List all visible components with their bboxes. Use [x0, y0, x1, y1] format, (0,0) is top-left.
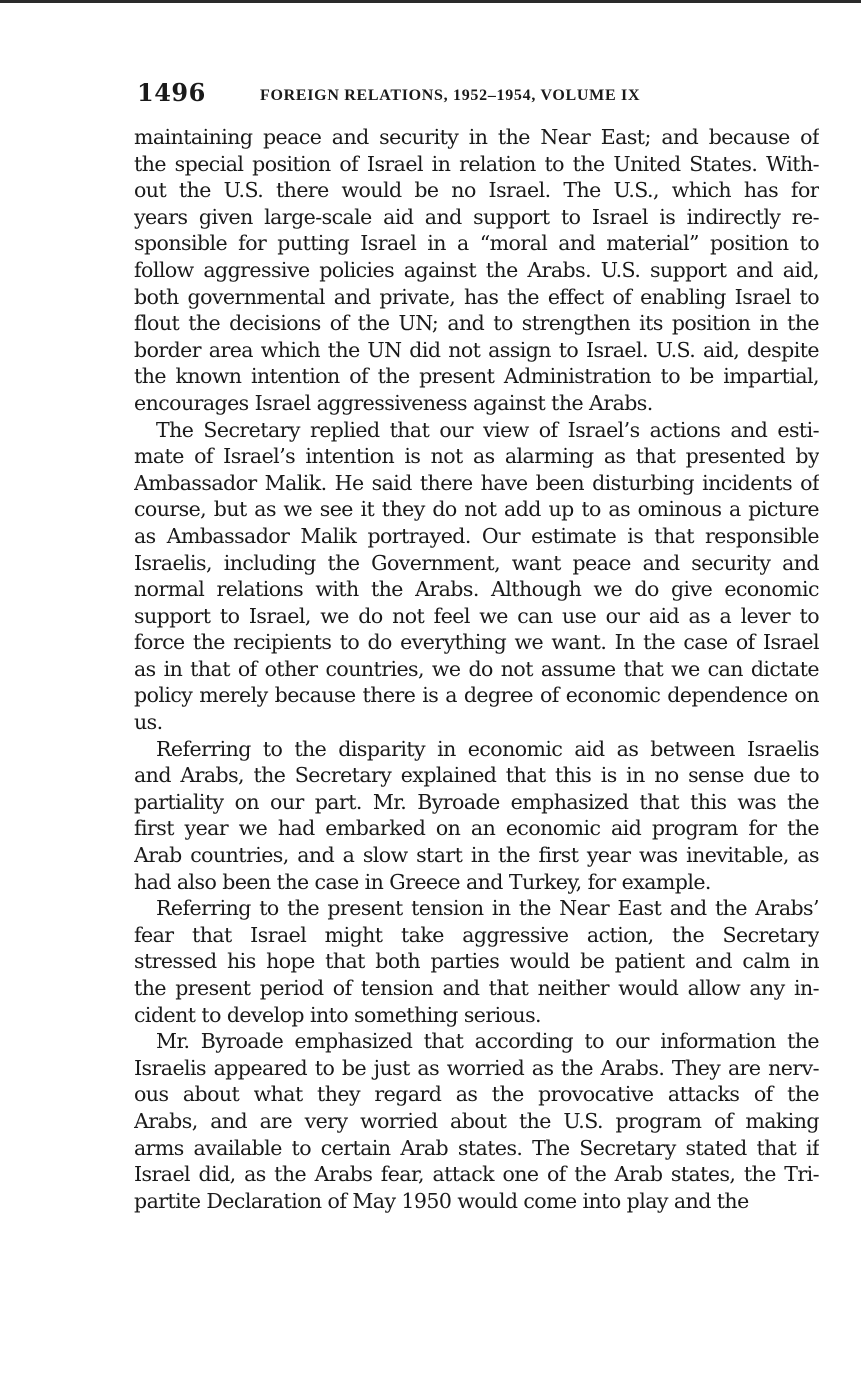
text-line: Referring to the present tension in the Near East and the Arabs’: [156, 896, 819, 921]
text-line: had also been the case in Greece and Turkey, for example.: [134, 869, 711, 894]
text-line: ous about what they regard as the provocative attacks of the: [134, 1082, 819, 1107]
paragraph: [134, 736, 819, 896]
page-number: 1496: [137, 78, 206, 107]
page-header: [137, 78, 822, 112]
text-line: follow aggressive policies against the Arabs. U.S. support and aid,: [134, 257, 819, 282]
text-line: Israelis, including the Government, want peace and security and: [134, 550, 819, 575]
text-line: support to Israel, we do not feel we can use our aid as a lever to: [134, 603, 819, 628]
text-line: partite Declaration of May 1950 would come into play and the: [134, 1188, 749, 1213]
text-line: both governmental and private, has the effect of enabling Israel to: [134, 284, 819, 309]
text-line: normal relations with the Arabs. Although we do give economic: [134, 577, 819, 602]
text-line: sponsible for putting Israel in a “moral and material” position to: [134, 231, 819, 256]
text-line: Arab countries, and a slow start in the first year was inevitable, as: [134, 843, 819, 868]
text-line: stressed his hope that both parties would be patient and calm in: [134, 949, 819, 974]
text-line: force the recipients to do everything we want. In the case of Israel: [134, 630, 819, 655]
text-line: fear that Israel might take aggressive action, the Secretary: [134, 922, 819, 947]
text-line: The Secretary replied that our view of Israel’s actions and esti-: [156, 417, 819, 442]
text-line: Referring to the disparity in economic aid as between Israelis: [156, 736, 819, 761]
text-line: course, but as we see it they do not add up to as ominous a picture: [134, 497, 819, 522]
text-line: cident to develop into something serious.: [134, 1002, 542, 1027]
text-line: encourages Israel aggressiveness against the Arabs.: [134, 390, 653, 415]
text-line: the known intention of the present Administration to be impartial,: [134, 364, 819, 389]
top-border-rule: [0, 0, 861, 3]
paragraph: [134, 895, 819, 1028]
running-head: FOREIGN RELATIONS, 1952–1954, VOLUME IX: [260, 87, 641, 104]
text-line: Ambassador Malik. He said there have been disturbing incidents of: [134, 470, 819, 495]
text-line: Mr. Byroade emphasized that according to our information the: [156, 1029, 819, 1054]
paragraph: [134, 124, 819, 417]
text-line: arms available to certain Arab states. The Secretary stated that if: [134, 1135, 819, 1160]
text-line: flout the decisions of the UN; and to strengthen its position in the: [134, 311, 819, 336]
document-body: [134, 124, 819, 1214]
text-line: as Ambassador Malik portrayed. Our estimate is that responsible: [134, 523, 819, 548]
text-line: mate of Israel’s intention is not as alarming as that presented by: [134, 444, 819, 469]
text-line: Israelis appeared to be just as worried as the Arabs. They are nerv-: [134, 1055, 819, 1080]
text-line: out the U.S. there would be no Israel. The U.S., which has for: [134, 178, 819, 203]
text-line: as in that of other countries, we do not assume that we can dictate: [134, 656, 819, 681]
text-line: us.: [134, 710, 163, 735]
text-line: the special position of Israel in relation to the United States. With-: [134, 151, 819, 176]
text-line: first year we had embarked on an economic aid program for the: [134, 816, 819, 841]
paragraph: [134, 1028, 819, 1214]
text-line: border area which the UN did not assign to Israel. U.S. aid, despite: [134, 337, 819, 362]
text-line: the present period of tension and that neither would allow any in-: [134, 976, 819, 1000]
text-line: years given large-scale aid and support to Israel is indirectly re-: [134, 204, 819, 229]
text-line: and Arabs, the Secretary explained that this is in no sense due to: [134, 763, 819, 788]
text-line: maintaining peace and security in the Near East; and because of: [134, 125, 819, 149]
text-line: Arabs, and are very worried about the U.S. program of making: [134, 1108, 819, 1133]
text-line: partiality on our part. Mr. Byroade emphasized that this was the: [134, 789, 819, 814]
text-line: Israel did, as the Arabs fear, attack one of the Arab states, the Tri-: [134, 1162, 819, 1187]
text-line: policy merely because there is a degree of economic dependence on: [134, 683, 819, 708]
paragraph: [134, 417, 819, 736]
